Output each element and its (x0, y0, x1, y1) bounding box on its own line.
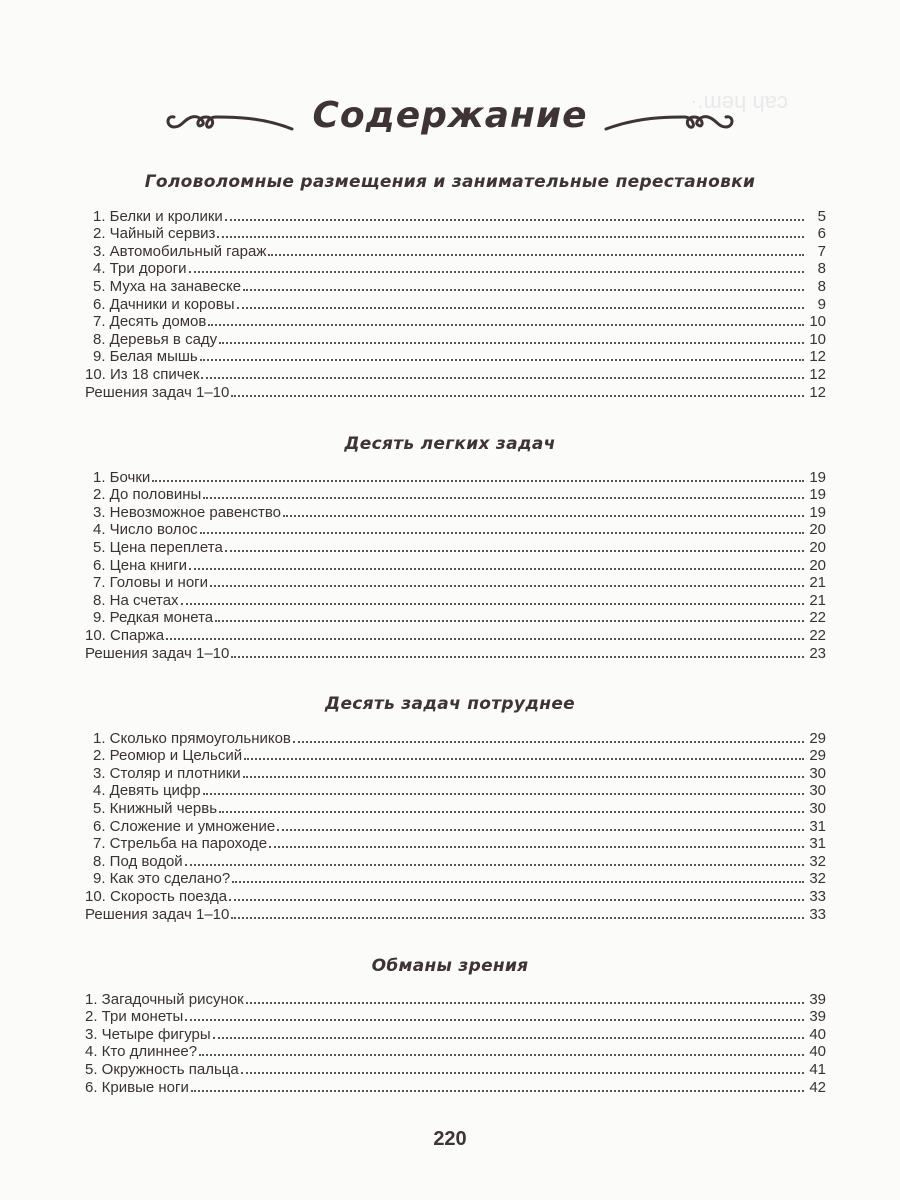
entry-title: 6. Сложение и умножение (93, 817, 276, 835)
dot-leader (200, 359, 804, 361)
dot-leader (210, 585, 804, 587)
toc-entry[interactable] (85, 887, 826, 905)
toc-entry[interactable] (85, 365, 826, 383)
toc-list (85, 468, 826, 662)
toc-entry[interactable] (85, 348, 826, 366)
dot-leader (243, 776, 804, 778)
toc-entry[interactable] (85, 626, 826, 644)
entry-title: 1. Белки и кролики (93, 207, 223, 225)
dot-leader (189, 271, 804, 273)
toc-list (85, 990, 826, 1096)
toc-entry[interactable] (85, 538, 826, 556)
dot-leader (189, 568, 804, 570)
entry-title: 7. Десять домов (93, 313, 207, 331)
toc-entry[interactable] (85, 729, 826, 747)
entry-page: 12 (809, 348, 826, 366)
toc-entry[interactable] (85, 782, 826, 800)
entry-page: 32 (809, 852, 826, 870)
toc-entry[interactable] (85, 1008, 826, 1026)
entry-title: 4. Девять цифр (93, 782, 201, 800)
entry-page: 10 (809, 330, 826, 348)
dot-leader (217, 236, 804, 238)
entry-page: 19 (809, 468, 826, 486)
dot-leader (199, 1054, 804, 1056)
toc-list (85, 207, 826, 401)
toc-entry[interactable] (85, 486, 826, 504)
entry-title: 1. Сколько прямоугольников (93, 729, 291, 747)
entry-title: 6. Цена книги (93, 556, 187, 574)
entry-page: 29 (809, 729, 826, 747)
entry-page: 42 (809, 1078, 826, 1096)
dot-leader (269, 846, 804, 848)
section-heading: Обманы зрения (371, 956, 529, 976)
dot-leader (243, 289, 804, 291)
toc-entry[interactable] (85, 207, 826, 225)
dot-leader (237, 307, 805, 309)
entry-title: 2. Три монеты (85, 1008, 184, 1026)
entry-title: 9. Редкая монета (93, 609, 214, 627)
entry-page: 39 (809, 1008, 826, 1026)
toc-entry-solutions[interactable] (85, 644, 826, 662)
toc-entry[interactable] (85, 295, 826, 313)
entry-title: 9. Как это сделано? (93, 870, 231, 888)
entry-page: 39 (809, 990, 826, 1008)
toc-entry[interactable] (85, 764, 826, 782)
entry-title: 4. Кто длиннее? (85, 1043, 198, 1061)
toc-entry[interactable] (85, 574, 826, 592)
toc-entry[interactable] (85, 260, 826, 278)
entry-title: 5. Муха на занавеске (93, 277, 242, 295)
entry-page: 31 (809, 835, 826, 853)
dot-leader (191, 1090, 804, 1092)
dot-leader (268, 254, 804, 256)
dot-leader (231, 656, 804, 658)
dot-leader (277, 829, 804, 831)
entry-title: 6. Кривые ноги (85, 1078, 189, 1096)
section-heading: Головоломные размещения и занимательные перестановки (144, 172, 756, 192)
toc-entry[interactable] (85, 817, 826, 835)
toc-entry[interactable] (85, 870, 826, 888)
toc-entry[interactable] (85, 799, 826, 817)
toc-entry[interactable] (85, 313, 826, 331)
toc-list (85, 729, 826, 923)
toc-entry[interactable] (85, 1060, 826, 1078)
entry-page: 40 (809, 1043, 826, 1061)
dot-leader (152, 480, 804, 482)
dot-leader (219, 811, 804, 813)
entry-title: 3. Четыре фигуры (85, 1025, 211, 1043)
entry-page: 30 (809, 799, 826, 817)
toc-entry[interactable] (85, 330, 826, 348)
entry-title: Решения задач 1–10 (85, 905, 230, 923)
toc-entry-solutions[interactable] (85, 905, 826, 923)
entry-title: 3. Автомобильный гараж (93, 242, 267, 260)
dot-leader (166, 638, 804, 640)
toc-entry-solutions[interactable] (85, 383, 826, 401)
left-flourish-icon (162, 95, 302, 135)
toc-entry[interactable] (85, 503, 826, 521)
entry-page: 22 (809, 609, 826, 627)
entry-page: 6 (817, 225, 826, 243)
entry-page: 40 (809, 1025, 826, 1043)
entry-title: 8. Деревья в саду (93, 330, 218, 348)
toc-entry[interactable] (85, 990, 826, 1008)
entry-title: 2. До половины (93, 486, 202, 504)
entry-title: 10. Спаржа (85, 626, 165, 644)
toc-entry[interactable] (85, 521, 826, 539)
entry-title: 5. Книжный червь (93, 799, 218, 817)
dot-leader (293, 741, 804, 743)
entry-title: 1. Загадочный рисунок (85, 990, 244, 1008)
toc-entry[interactable] (85, 591, 826, 609)
dot-leader (241, 1072, 804, 1074)
toc-entry[interactable] (85, 1078, 826, 1096)
entry-title: 4. Число волос (93, 521, 198, 539)
dot-leader (185, 864, 804, 866)
dot-leader (213, 1037, 804, 1039)
dot-leader (181, 603, 804, 605)
entry-title: 9. Белая мышь (93, 348, 198, 366)
entry-title: Решения задач 1–10 (85, 383, 230, 401)
entry-page: 29 (809, 747, 826, 765)
entry-page: 7 (817, 242, 826, 260)
entry-page: 30 (809, 782, 826, 800)
entry-page: 21 (809, 574, 826, 592)
right-flourish-icon (598, 95, 738, 135)
dot-leader (231, 917, 804, 919)
entry-page: 22 (809, 626, 826, 644)
entry-page: 19 (809, 503, 826, 521)
toc-entry[interactable] (85, 852, 826, 870)
dot-leader (232, 881, 804, 883)
dot-leader (219, 342, 804, 344)
dot-leader (185, 1019, 804, 1021)
dot-leader (229, 899, 804, 901)
entry-page: 20 (809, 538, 826, 556)
toc-entry[interactable] (85, 609, 826, 627)
dot-leader (225, 219, 804, 221)
entry-title: Решения задач 1–10 (85, 644, 230, 662)
dot-leader (246, 1002, 804, 1004)
page-number: 220 (433, 1128, 467, 1150)
entry-page: 19 (809, 486, 826, 504)
entry-title: 5. Цена переплета (93, 538, 223, 556)
entry-title: 10. Из 18 спичек (85, 365, 200, 383)
toc-entry[interactable] (85, 277, 826, 295)
entry-title: 5. Окружность пальца (85, 1060, 239, 1078)
entry-page: 20 (809, 556, 826, 574)
toc-entry[interactable] (85, 242, 826, 260)
dot-leader (244, 758, 804, 760)
entry-page: 33 (809, 905, 826, 923)
entry-page: 5 (817, 207, 826, 225)
toc-entry[interactable] (85, 225, 826, 243)
entry-page: 9 (817, 295, 826, 313)
entry-title: 10. Скорость поезда (85, 887, 228, 905)
entry-page: 8 (817, 277, 826, 295)
entry-title: 7. Головы и ноги (93, 574, 209, 592)
toc-entry[interactable] (85, 468, 826, 486)
entry-page: 12 (809, 365, 826, 383)
entry-title: 8. Под водой (93, 852, 183, 870)
toc-entry[interactable] (85, 556, 826, 574)
page-title: Содержание (312, 94, 588, 136)
entry-page: 8 (817, 260, 826, 278)
dot-leader (225, 550, 804, 552)
entry-page: 31 (809, 817, 826, 835)
toc-title-block (0, 80, 900, 150)
entry-title: 3. Столяр и плотники (93, 764, 241, 782)
entry-title: 2. Чайный сервиз (93, 225, 216, 243)
dot-leader (200, 532, 804, 534)
entry-title: 7. Стрельба на пароходе (93, 835, 268, 853)
dot-leader (203, 497, 804, 499)
toc-entry[interactable] (85, 747, 826, 765)
dot-leader (231, 395, 804, 397)
dot-leader (208, 324, 804, 326)
section-heading: Десять задач потруднее (325, 694, 575, 714)
entry-title: 4. Три дороги (93, 260, 187, 278)
dot-leader (283, 515, 804, 517)
entry-page: 33 (809, 887, 826, 905)
entry-page: 32 (809, 870, 826, 888)
entry-page: 30 (809, 764, 826, 782)
section-heading: Десять легких задач (344, 434, 556, 454)
dot-leader (201, 377, 804, 379)
toc-entry[interactable] (85, 1025, 826, 1043)
show-through-text: ·.ɯǝɥ ɥɐɔ (690, 88, 788, 113)
entry-page: 21 (809, 591, 826, 609)
entry-title: 2. Реомюр и Цельсий (93, 747, 243, 765)
entry-page: 10 (809, 313, 826, 331)
dot-leader (203, 793, 804, 795)
entry-title: 8. На счетах (93, 591, 179, 609)
entry-page: 41 (809, 1060, 826, 1078)
dot-leader (215, 620, 804, 622)
entry-title: 3. Невозможное равенство (93, 503, 281, 521)
entry-title: 6. Дачники и коровы (93, 295, 235, 313)
toc-entry[interactable] (85, 835, 826, 853)
entry-page: 20 (809, 521, 826, 539)
entry-title: 1. Бочки (93, 468, 151, 486)
entry-page: 12 (809, 383, 826, 401)
entry-page: 23 (809, 644, 826, 662)
toc-entry[interactable] (85, 1043, 826, 1061)
